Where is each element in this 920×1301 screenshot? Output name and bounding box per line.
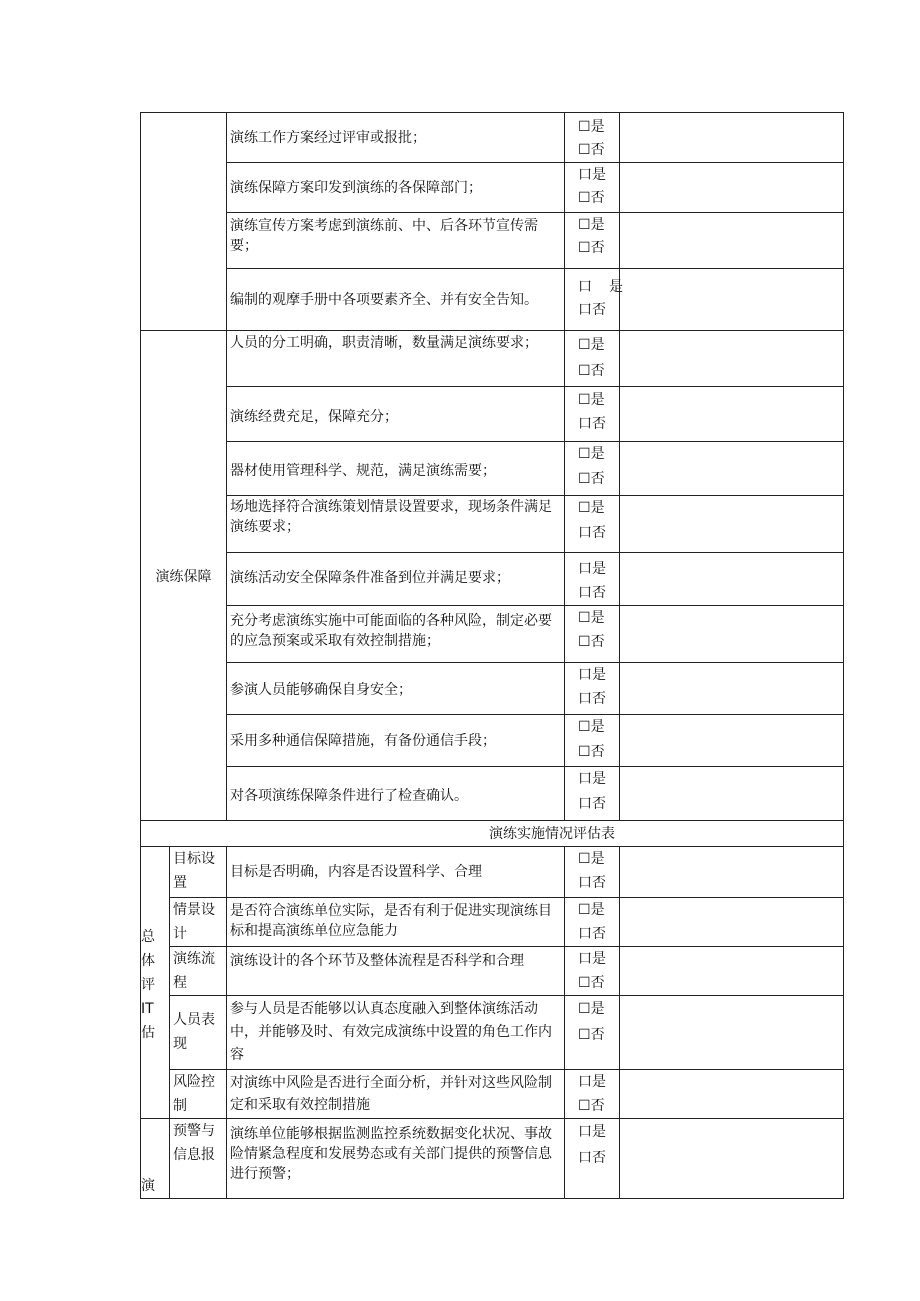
yes-label: 是: [590, 500, 605, 516]
item-text: 演练单位能够根据监测监控系统数据变化状况、事故险情紧急程度和发展势态或有关部门提供的预警信息进行预警；: [230, 1126, 552, 1182]
yes-option[interactable]: [578, 214, 619, 237]
category-char: 估: [141, 1025, 155, 1041]
no-label: 否: [592, 585, 606, 601]
item-cell: [227, 663, 565, 715]
checkbox-icon: 口: [578, 302, 592, 318]
subcategory-label: 风险控制: [173, 1074, 215, 1114]
table-row: [141, 767, 844, 821]
remarks-cell[interactable]: [620, 1070, 844, 1119]
no-option[interactable]: [578, 971, 619, 995]
yes-no-cell: [565, 113, 620, 163]
item-cell: [227, 1119, 565, 1199]
category-char: 总: [141, 929, 155, 945]
no-option[interactable]: [578, 581, 619, 605]
item-text: 演练宣传方案考虑到演练前、中、后各环节宣传需要；: [230, 218, 538, 254]
yes-option[interactable]: [578, 1119, 619, 1145]
item-cell: [227, 767, 565, 821]
no-label: 否: [592, 302, 606, 318]
no-label: 否: [590, 240, 605, 256]
yes-label: 是: [590, 392, 605, 408]
no-option[interactable]: [578, 1094, 619, 1118]
checkbox-icon: 口: [578, 416, 592, 432]
no-label: 否: [592, 1150, 606, 1166]
yes-label: 是: [592, 771, 606, 787]
subcategory-cell: [170, 1070, 227, 1119]
yes-label: 是: [590, 1001, 605, 1017]
yes-label: 是: [592, 167, 606, 183]
no-option[interactable]: [578, 871, 619, 895]
remarks-cell[interactable]: [620, 767, 844, 821]
yes-option[interactable]: [578, 388, 619, 412]
checkbox-icon: ☐: [578, 902, 591, 918]
remarks-cell[interactable]: [620, 715, 844, 767]
yes-label: 是: [592, 561, 606, 577]
yes-option[interactable]: [578, 715, 619, 740]
table-row: [141, 663, 844, 715]
no-option[interactable]: [578, 687, 619, 711]
no-option[interactable]: [578, 237, 619, 260]
checkbox-icon: 口: [578, 279, 592, 295]
checkbox-icon: ☐: [578, 719, 591, 735]
item-text: 参与人员是否能够以认真态度融入到整体演练活动中，并能够及时、有效完成演练中设置的角色工作内容: [230, 1001, 552, 1063]
table-row: [141, 947, 844, 996]
no-label: 否: [592, 525, 606, 541]
no-option[interactable]: [578, 412, 619, 436]
checkbox-icon: 口: [578, 796, 592, 812]
yes-no-cell: [565, 269, 623, 331]
no-option[interactable]: [578, 630, 619, 654]
yes-label: 是: [590, 217, 605, 233]
yes-option[interactable]: [578, 947, 619, 971]
yes-no-cell: [565, 331, 620, 387]
no-option[interactable]: [578, 922, 619, 946]
no-label: 否: [590, 1098, 605, 1114]
item-text: 目标是否明确，内容是否设置科学、合理: [230, 864, 482, 880]
item-text: 演练活动安全保障条件准备到位并满足要求；: [230, 570, 510, 586]
checkbox-icon: ☐: [578, 119, 591, 135]
table-row: [141, 213, 844, 269]
table-row: [141, 269, 844, 331]
no-label: 否: [592, 926, 606, 942]
yes-option[interactable]: [578, 276, 623, 299]
remarks-cell[interactable]: [620, 663, 844, 715]
no-label: 否: [592, 875, 606, 891]
no-label: 否: [590, 975, 605, 991]
yes-no-cell: [565, 947, 620, 996]
item-text: 充分考虑演练实施中可能面临的各种风险，制定必要的应急预案或采取有效控制措施；: [230, 613, 552, 649]
yes-label: 是: [590, 902, 605, 918]
section-title-cell: [141, 821, 844, 847]
category-cell: [141, 1119, 170, 1199]
checkbox-icon: 口: [578, 525, 592, 541]
yes-option[interactable]: [578, 442, 619, 467]
yes-label: 是: [590, 446, 605, 462]
checkbox-icon: ☐: [578, 240, 591, 256]
checkbox-icon: 口: [578, 951, 592, 967]
checkbox-icon: 口: [578, 585, 592, 601]
remarks-cell[interactable]: [620, 113, 844, 163]
no-option[interactable]: [578, 1145, 619, 1171]
checkbox-icon: 口: [578, 1124, 592, 1140]
item-text: 编制的观摩手册中各项要素齐全、并有安全告知。: [230, 291, 538, 308]
yes-option[interactable]: [578, 557, 619, 581]
yes-no-cell: [565, 898, 620, 947]
checkbox-icon: ☐: [578, 446, 591, 462]
yes-no-cell: [565, 1070, 620, 1119]
subcategory-cell: [170, 1119, 227, 1199]
subcategory-cell: [170, 947, 227, 996]
remarks-cell[interactable]: [620, 269, 844, 331]
section-title: 演练实施情况评估表: [489, 826, 615, 842]
item-cell: [227, 715, 565, 767]
table-row: [141, 715, 844, 767]
checkbox-icon: ☐: [578, 500, 591, 516]
table-row: [141, 442, 844, 496]
no-option[interactable]: [578, 299, 619, 322]
item-cell: [227, 387, 565, 442]
category-label: 演练保障: [155, 568, 212, 585]
remarks-cell[interactable]: [620, 996, 844, 1070]
item-text: 对演练中风险是否进行全面分析，并针对这些风险制定和采取有效控制措施: [230, 1075, 552, 1113]
yes-label: 是: [592, 1074, 606, 1090]
checkbox-icon: 口: [578, 667, 592, 683]
yes-label: 是: [592, 667, 606, 683]
checkbox-icon: ☐: [578, 851, 591, 867]
checkbox-icon: ☐: [578, 610, 591, 626]
table-row: [141, 847, 844, 898]
remarks-cell[interactable]: [620, 898, 844, 947]
yes-option[interactable]: [578, 116, 619, 139]
item-text: 人员的分工明确，职责清晰，数量满足演练要求；: [230, 335, 538, 351]
item-cell: [227, 442, 565, 496]
no-option[interactable]: [578, 521, 619, 546]
yes-option[interactable]: [578, 606, 619, 630]
item-text: 演练经费充足，保障充分；: [230, 409, 398, 425]
item-text: 场地选择符合演练策划情景设置要求，现场条件满足演练要求；: [230, 499, 552, 535]
yes-no-cell: [565, 663, 620, 715]
checkbox-icon: ☐: [578, 337, 591, 353]
no-label: 否: [590, 1027, 605, 1043]
checkbox-icon: ☐: [578, 392, 591, 408]
category-cell: [141, 847, 170, 1119]
remarks-cell[interactable]: [620, 387, 844, 442]
item-text: 演练工作方案经过评审或报批；: [230, 129, 426, 146]
checkbox-icon: ☐: [578, 217, 591, 233]
yes-no-cell: [565, 213, 620, 269]
yes-label: 是: [609, 279, 623, 295]
no-option[interactable]: [578, 187, 619, 210]
checkbox-icon: 口: [578, 771, 592, 787]
checkbox-icon: 口: [578, 875, 592, 891]
category-cell-empty: [141, 113, 227, 331]
checkbox-icon: ☐: [578, 1001, 591, 1017]
checkbox-icon: ☐: [578, 1098, 591, 1114]
yes-no-cell: [565, 606, 620, 663]
no-option[interactable]: [578, 1022, 619, 1048]
table-row: [141, 606, 844, 663]
yes-label: 是: [590, 851, 605, 867]
item-cell: [227, 898, 565, 947]
checkbox-icon: ☐: [578, 634, 591, 650]
no-label: 否: [592, 796, 606, 812]
table-row: [141, 387, 844, 442]
no-option[interactable]: [578, 358, 619, 384]
yes-no-cell: [565, 847, 620, 898]
yes-no-cell: [565, 442, 620, 496]
subcategory-label: 人员表现: [173, 1012, 215, 1052]
item-text: 是否符合演练单位实际，是否有利于促进实现演练目标和提高演练单位应急能力: [230, 903, 552, 939]
remarks-cell[interactable]: [620, 553, 844, 606]
yes-no-cell: [565, 715, 620, 767]
item-cell: [227, 213, 565, 269]
no-label: 否: [590, 634, 605, 650]
item-cell: [227, 847, 565, 898]
no-label: 否: [590, 363, 605, 379]
remarks-cell[interactable]: [620, 331, 844, 387]
remarks-cell[interactable]: [620, 163, 844, 213]
remarks-cell[interactable]: [620, 947, 844, 996]
category-char: IT: [141, 1001, 154, 1017]
yes-no-cell: [565, 553, 620, 606]
no-label: 否: [590, 471, 605, 487]
yes-option[interactable]: [578, 847, 619, 871]
yes-option[interactable]: [578, 1070, 619, 1094]
no-label: 否: [592, 691, 606, 707]
item-cell: [227, 113, 565, 163]
remarks-cell[interactable]: [620, 1119, 844, 1199]
yes-label: 是: [590, 610, 605, 626]
checkbox-icon: 口: [578, 561, 592, 577]
table-row: [141, 1119, 844, 1199]
item-text: 参演人员能够确保自身安全；: [230, 681, 412, 698]
checkbox-icon: 口: [578, 926, 592, 942]
table-row: [141, 553, 844, 606]
remarks-cell[interactable]: [620, 213, 844, 269]
table-row: [141, 1070, 844, 1119]
subcategory-label: 预警与信息报: [173, 1123, 215, 1163]
yes-no-cell: [565, 387, 620, 442]
table-row: [141, 163, 844, 213]
yes-no-cell: [565, 1119, 620, 1199]
no-option[interactable]: [578, 139, 619, 162]
yes-option[interactable]: [578, 996, 619, 1022]
yes-no-cell: [565, 163, 620, 213]
remarks-cell[interactable]: [620, 847, 844, 898]
table-row: [141, 496, 844, 553]
checkbox-icon: ☐: [578, 975, 591, 991]
subcategory-cell: [170, 898, 227, 947]
evaluation-table: [140, 112, 844, 1199]
no-label: 否: [590, 190, 605, 206]
yes-no-cell: [565, 996, 620, 1070]
category-char: 演: [141, 1178, 155, 1194]
item-cell: [227, 331, 565, 387]
table-row: [141, 898, 844, 947]
item-text: 演练设计的各个环节及整体流程是否科学和合理: [230, 953, 524, 969]
yes-label: 是: [592, 1124, 606, 1140]
yes-option[interactable]: [578, 164, 619, 187]
no-label: 否: [590, 142, 605, 158]
table-row: [141, 996, 844, 1070]
checkbox-icon: ☐: [578, 471, 591, 487]
item-cell: [227, 496, 565, 553]
no-option[interactable]: [578, 467, 619, 492]
checkbox-icon: 口: [578, 1074, 592, 1090]
item-text: 演练保障方案印发到演练的各保障部门；: [230, 179, 482, 196]
item-cell: [227, 269, 565, 331]
yes-option[interactable]: [578, 767, 619, 792]
item-cell: [227, 553, 565, 606]
item-cell: [227, 1070, 565, 1119]
no-label: 否: [592, 416, 606, 432]
checkbox-icon: ☐: [578, 190, 591, 206]
item-cell: [227, 606, 565, 663]
yes-no-cell: [565, 496, 620, 553]
checkbox-icon: ☐: [578, 1027, 591, 1043]
no-option[interactable]: [578, 740, 619, 765]
category-cell: [141, 331, 227, 821]
item-cell: [227, 163, 565, 213]
yes-label: 是: [592, 951, 606, 967]
checkbox-icon: ☐: [578, 744, 591, 760]
checkbox-icon: 口: [578, 691, 592, 707]
item-text: 对各项演练保障条件进行了检查确认。: [230, 787, 468, 804]
subcategory-cell: [170, 996, 227, 1070]
yes-label: 是: [590, 119, 605, 135]
table-row: [141, 821, 844, 847]
no-option[interactable]: [578, 792, 619, 817]
remarks-cell[interactable]: [620, 442, 844, 496]
checkbox-icon: 口: [578, 167, 592, 183]
yes-label: 是: [590, 337, 605, 353]
yes-option[interactable]: [578, 496, 619, 521]
item-text: 器材使用管理科学、规范，满足演练需要；: [230, 462, 496, 479]
category-char: 评: [141, 977, 155, 993]
item-cell: [227, 947, 565, 996]
item-text: 采用多种通信保障措施，有备份通信手段；: [230, 732, 496, 749]
yes-option[interactable]: [578, 332, 619, 358]
yes-no-cell: [565, 767, 620, 821]
yes-label: 是: [590, 719, 605, 735]
yes-option[interactable]: [578, 663, 619, 687]
table-row: [141, 113, 844, 163]
yes-option[interactable]: [578, 898, 619, 922]
remarks-cell[interactable]: [620, 606, 844, 663]
remarks-cell[interactable]: [620, 496, 844, 553]
category-char: 体: [141, 953, 155, 969]
subcategory-label: 情景设计: [173, 902, 215, 942]
no-label: 否: [590, 744, 605, 760]
checkbox-icon: ☐: [578, 363, 591, 379]
subcategory-label: 演练流程: [173, 951, 215, 991]
subcategory-cell: [170, 847, 227, 898]
item-cell: [227, 996, 565, 1070]
subcategory-label: 目标设置: [173, 851, 215, 891]
checkbox-icon: 口: [578, 1150, 592, 1166]
table-row: [141, 331, 844, 387]
checkbox-icon: ☐: [578, 142, 591, 158]
